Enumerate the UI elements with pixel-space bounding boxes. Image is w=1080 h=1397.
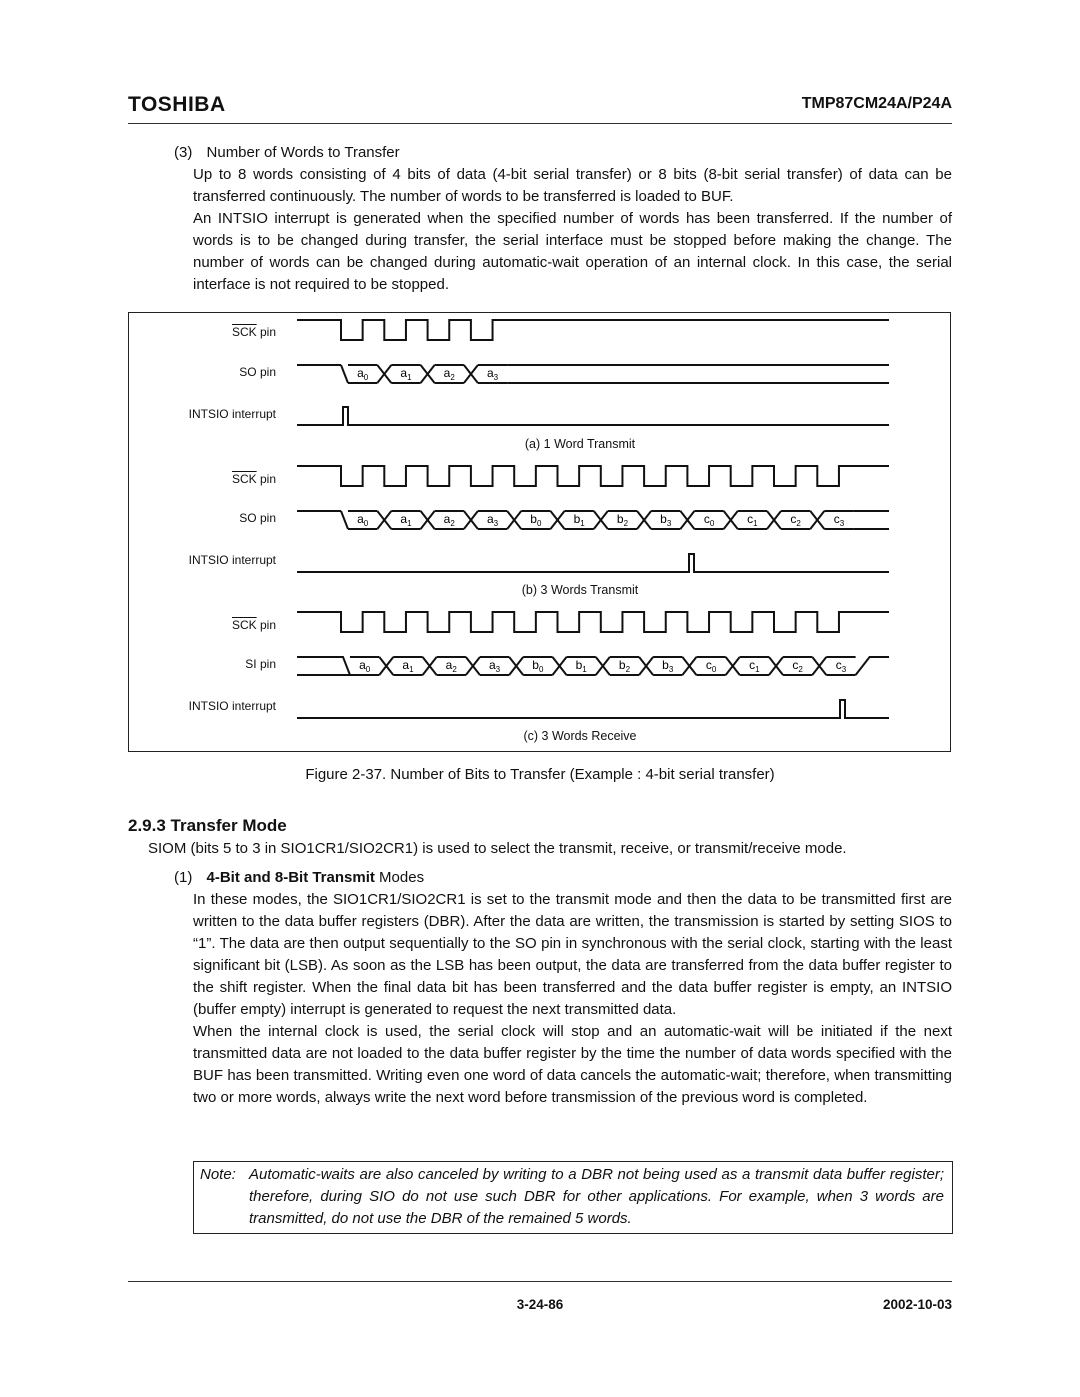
signal-label-intsio: INTSIO interrupt: [188, 699, 276, 713]
note-box: [193, 1161, 953, 1234]
subsection-1-heading: [174, 867, 424, 889]
svg-text:a2: $a_2$: [445, 658, 457, 674]
section-heading: 2.9.3 Transfer Mode: [128, 816, 287, 835]
section-3-title: Number of Words to Transfer: [206, 144, 400, 161]
svg-text:a3: $a_3$: [486, 366, 499, 382]
svg-text:b0: $b_0$: [530, 512, 542, 528]
svg-text:c2: $c_2$: [790, 512, 801, 528]
svg-text:c3: $c_3$: [835, 658, 847, 674]
signal-label-so: SO pin: [239, 511, 276, 525]
svg-text:c1: $c_1$: [747, 512, 758, 528]
svg-text:b3: $b_3$: [662, 658, 674, 674]
note-label: Note:: [200, 1166, 236, 1183]
section-intro: SIOM (bits 5 to 3 in SIO1CR1/SIO2CR1) is used to select the transmit, receive, or transmit/receive mode.: [148, 840, 847, 857]
signal-label-so: SO pin: [239, 365, 276, 379]
part-number: TMP87CM24A/P24A: [801, 95, 952, 112]
signal-label-sck: $\overline{SCK}$ pin: [231, 472, 276, 486]
svg-text:c3: $c_3$: [833, 512, 845, 528]
signal-label-sck: $\overline{SCK}$ pin: [231, 618, 276, 632]
signal-label-intsio: INTSIO interrupt: [188, 407, 276, 421]
svg-text:b1: $b_1$: [575, 658, 587, 674]
subsection-title-rest: Modes: [374, 869, 425, 886]
signal-label-intsio: INTSIO interrupt: [188, 553, 276, 567]
svg-text:b0: $b_0$: [532, 658, 544, 674]
signal-label-si: SI pin: [245, 657, 276, 671]
svg-text:a3: $a_3$: [486, 512, 499, 528]
svg-text:a1: $a_1$: [400, 366, 412, 382]
svg-text:b1: $b_1$: [573, 512, 585, 528]
subsection-1-body: [193, 889, 952, 1109]
page-number: 3-24-86: [516, 1297, 564, 1312]
svg-text:a2: $a_2$: [443, 512, 455, 528]
svg-text:c0: $c_0$: [703, 512, 715, 528]
subsection-number: (1): [174, 869, 193, 886]
svg-text:a0: $a_0$: [359, 658, 371, 674]
svg-text:b2: $b_2$: [618, 658, 631, 674]
svg-text:a0: $a_0$: [357, 512, 369, 528]
svg-text:a1: $a_1$: [402, 658, 414, 674]
svg-text:c2: $c_2$: [792, 658, 803, 674]
figure-caption: Figure 2-37. Number of Bits to Transfer (Example : 4-bit serial transfer): [305, 766, 775, 783]
diagram-a-caption: (a) 1 Word Transmit: [524, 437, 636, 451]
paragraph: When the internal clock is used, the serial clock will stop and an automatic-wait will be initiated if the next transmitted data are not loaded to the data buffer register by the time the number of data words specified with the BUF has been transmitted. Writing even one word of data cancels the automatic-wait; therefore, when transmitting two or more words, always write the next word before transmission of the previous word is completed.: [193, 1023, 952, 1106]
diagram-c-caption: (c) 3 Words Receive: [523, 729, 637, 743]
svg-text:b3: $b_3$: [660, 512, 672, 528]
section-3-number: (3): [174, 144, 193, 161]
signal-label-sck: $\overline{SCK}$ pin: [231, 325, 276, 339]
paragraph: An INTSIO interrupt is generated when the specified number of words has been transferred. If the number of words is to be changed during transfer, the serial interface must be stopped before making the change. The number of words can be changed during automatic-wait operation of an internal clock. In this case, the serial interface is not required to be stopped.: [193, 210, 952, 293]
svg-text:a3: $a_3$: [488, 658, 501, 674]
svg-text:b2: $b_2$: [616, 512, 629, 528]
diagram-b-caption: (b) 3 Words Transmit: [521, 583, 639, 597]
footer-date: 2002-10-03: [882, 1297, 952, 1312]
note-text: Automatic-waits are also canceled by writing to a DBR not being used as a transmit data buffer register; therefore, during SIO do not use such DBR for other applications. For example, when 3 words are transmitted, do not use the DBR of the remained 5 words.: [249, 1166, 944, 1227]
brand-logo: TOSHIBA: [128, 93, 226, 116]
svg-text:c1: $c_1$: [749, 658, 760, 674]
paragraph: In these modes, the SIO1CR1/SIO2CR1 is set to the transmit mode and then the data to be transmitted first are written to the data buffer registers (DBR). After the data are written, the transmission is started by setting SIOS to “1”. The data are then output sequentially to the SO pin in synchronous with the serial clock, starting with the least significant bit (LSB). As soon as the LSB has been output, the data are transferred from the data buffer register to the shift register. When the final data bit has been transferred and the data buffer register is empty, an INTSIO (buffer empty) interrupt is generated to request the next transmitted data.: [193, 891, 952, 1018]
paragraph: Up to 8 words consisting of 4 bits of data (4-bit serial transfer) or 8 bits (8-bit serial transfer) of data can be transferred continuously. The number of words to be transferred is loaded to BUF.: [193, 166, 952, 205]
svg-text:a2: $a_2$: [443, 366, 455, 382]
svg-text:c0: $c_0$: [705, 658, 717, 674]
subsection-title-bold: 4-Bit and 8-Bit Transmit: [206, 869, 375, 886]
svg-text:a0: $a_0$: [357, 366, 369, 382]
footer-rule: [128, 1281, 952, 1282]
svg-text:a1: $a_1$: [400, 512, 412, 528]
